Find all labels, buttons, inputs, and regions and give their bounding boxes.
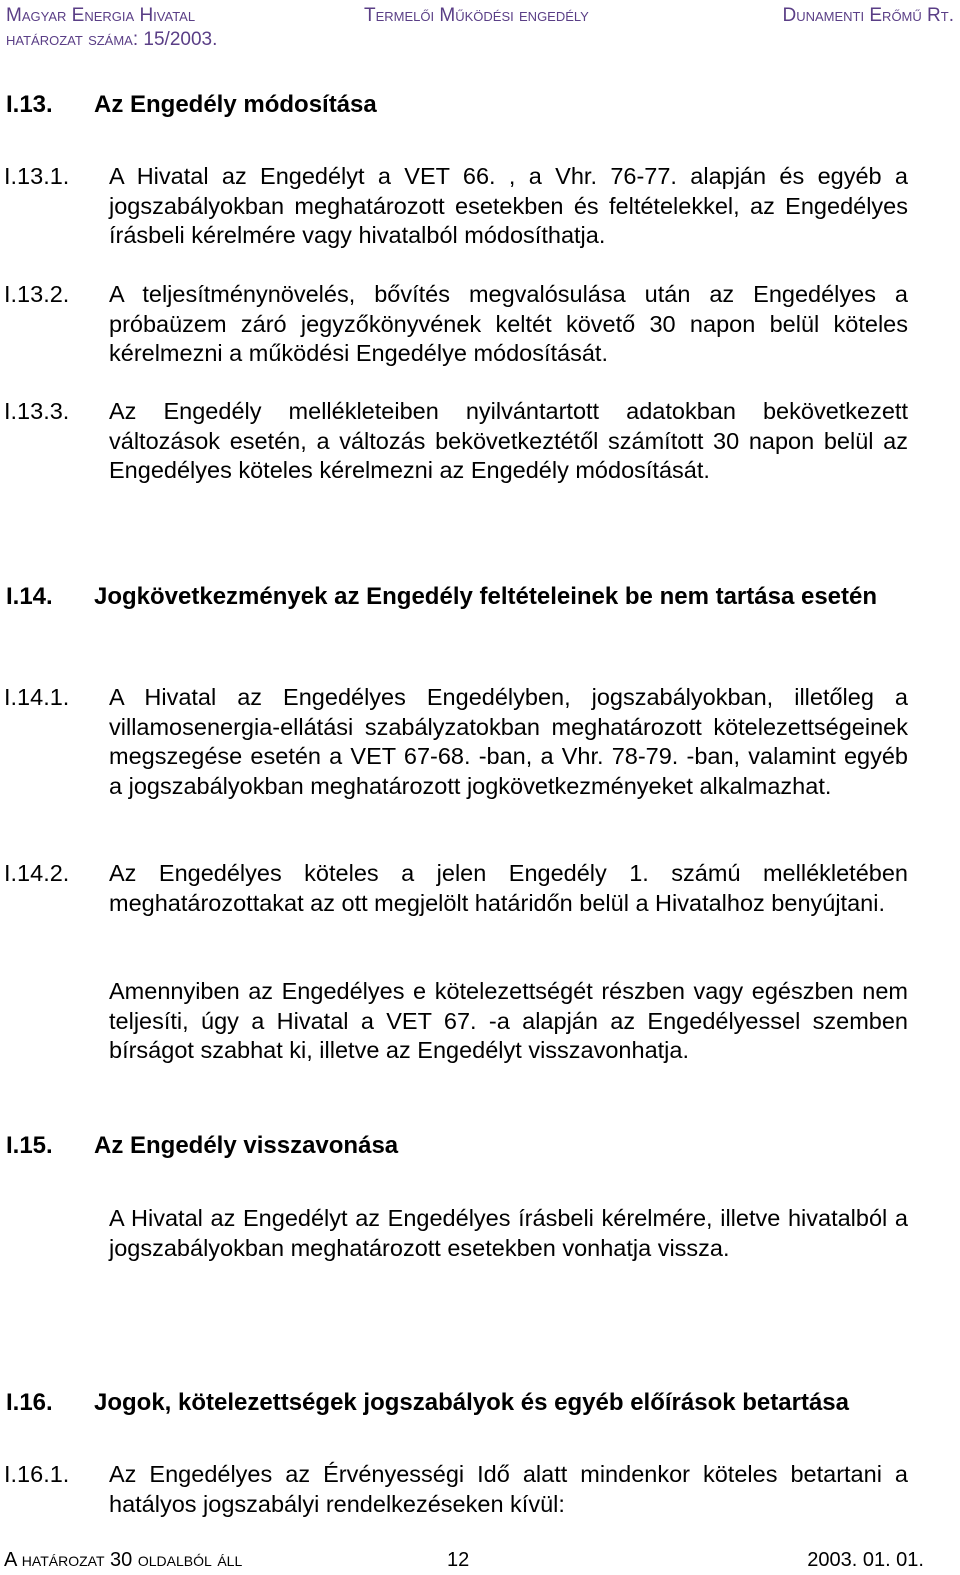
paragraph — [4, 1204, 908, 1263]
paragraph-text: Az Engedélyes köteles a jelen Engedély 1. számú mellékletében meghatározottakat az ott megjelölt határidőn belül a Hivatalhoz benyújtani. — [109, 860, 908, 916]
paragraph-number: I.13.3. — [4, 398, 70, 424]
paragraph-text: Az Engedélyes az Érvényességi Idő alatt mindenkor köteles betartani a hatályos jogszabályi rendelkezéseken kívül: — [109, 1461, 908, 1517]
paragraph-number: I.13.1. — [4, 163, 70, 189]
paragraph-text: A Hivatal az Engedélyes Engedélyben, jogszabályokban, illetőleg a villamosenergia-ellátási szabályzatokban meghatározott kötelezettségeinek megszegése esetén a VET 67-68. -ban, a Vhr. 78-79. -ban, valamint egyéb a jogszabályokban meghatározott jogkövetkezményeket alkalmazhat. — [109, 684, 908, 799]
paragraph — [4, 162, 908, 251]
paragraph-number: I.13.2. — [4, 281, 70, 307]
section-title: Jogkövetkezmények az Engedély feltételeinek be nem tartása esetén — [94, 583, 878, 610]
page-number: 12 — [447, 1549, 470, 1571]
section-number: I.16. — [6, 1389, 53, 1416]
paragraph-text: A teljesítménynövelés, bővítés megvalósulása után az Engedélyes a próbaüzem záró jegyzőkönyvének keltét követő 30 napon belül köteles kérelmezni a működési Engedélye módosítását. — [109, 281, 908, 367]
footer-page-count: A határozat 30 oldalból áll — [4, 1549, 243, 1571]
section-title: Jogok, kötelezettségek jogszabályok és egyéb előírások betartása — [94, 1389, 849, 1416]
page-header — [6, 4, 954, 48]
header-license-type: Termelői Működési engedély — [364, 5, 589, 26]
paragraph-number: I.16.1. — [4, 1461, 70, 1487]
paragraph-number: I.14.2. — [4, 860, 70, 886]
section-number: I.13. — [6, 91, 53, 118]
header-authority: Magyar Energia Hivatal — [6, 5, 196, 26]
section-title: Az Engedély visszavonása — [94, 1132, 399, 1159]
footer-date: 2003. 01. 01. — [807, 1549, 924, 1571]
header-company: Dunamenti Erőmű Rt. — [782, 5, 954, 26]
paragraph-text: Amennyiben az Engedélyes e kötelezettségét részben vagy egészben nem teljesíti, úgy a Hivatal a VET 67. -a alapján az Engedélyessel szemben bírságot szabhat ki, illetve az Engedélyt visszavonhatja. — [109, 978, 908, 1064]
paragraph-text: A Hivatal az Engedélyt az Engedélyes írásbeli kérelmére, illetve hivatalból a jogszabályokban meghatározott esetekben vonhatja vissza. — [109, 1205, 908, 1261]
paragraph-number: I.14.1. — [4, 684, 70, 710]
paragraph-text: Az Engedély mellékleteiben nyilvántartott adatokban bekövetkezett változások esetén, a változás bekövetkeztétől számított 30 napon belül az Engedélyes köteles kérelmezni az Engedély módosítását. — [109, 398, 908, 484]
paragraph — [4, 683, 908, 801]
header-decision-number: határozat száma: 15/2003. — [6, 29, 218, 50]
section-number: I.14. — [6, 583, 53, 610]
paragraph — [4, 280, 908, 369]
paragraph-text: A Hivatal az Engedélyt a VET 66. , a Vhr. 76-77. alapján és egyéb a jogszabályokban meghatározott esetekben és feltételekkel, az Engedélyes írásbeli kérelmére vagy hivatalból módosíthatja. — [109, 163, 908, 249]
section-number: I.15. — [6, 1132, 53, 1159]
paragraph — [4, 977, 908, 1066]
page-footer — [4, 1548, 924, 1575]
paragraph — [4, 397, 908, 486]
paragraph — [4, 859, 908, 918]
paragraph — [4, 1460, 908, 1519]
section-title: Az Engedély módosítása — [94, 91, 377, 118]
